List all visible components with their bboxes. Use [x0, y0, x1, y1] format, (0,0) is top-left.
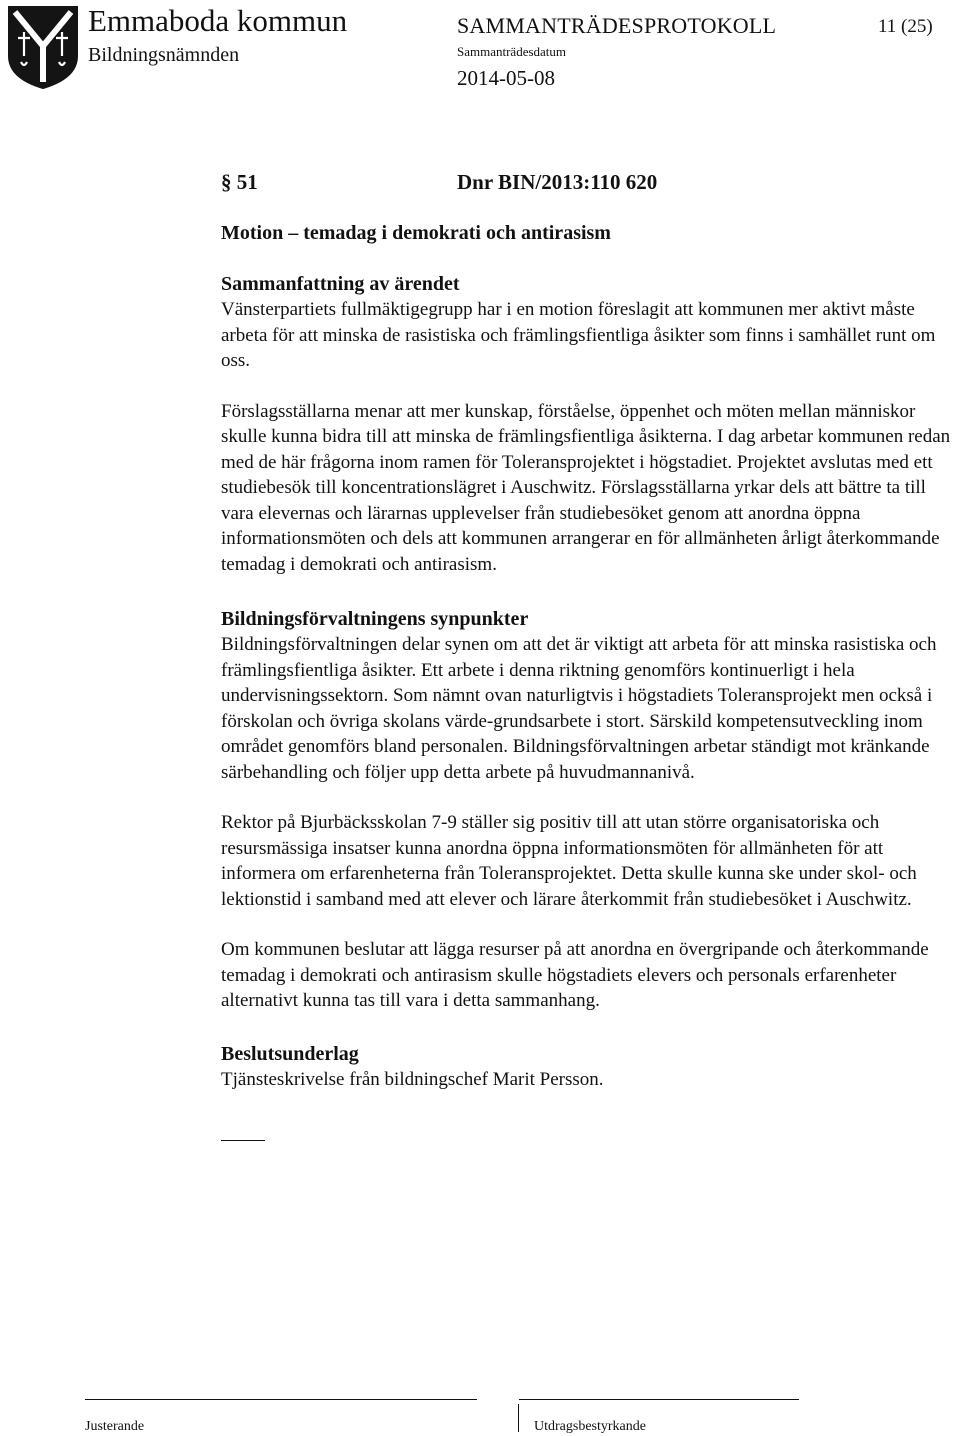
department-name: Bildningsnämnden [88, 44, 240, 66]
viewpoints-paragraph: Om kommunen beslutar att lägga resurser på att anordna en övergripande och återkommande temadag i demokrati och antirasism skulle högstadiets elevers och personals erfarenheter alternativt kunna tas till vara i detta sammanhang. [221, 939, 929, 1011]
decision-basis-heading: Beslutsunderlag [221, 1042, 359, 1065]
viewpoints-paragraph: Bildningsförvaltningen delar synen om att det är viktigt att arbeta för att minska rasistiska och främlingsfientliga åsikter. Ett arbete i denna riktning genomförs kontinuerligt i hela undervisningssektorn. Som nämnt ovan naturligtvis i högstadiets Toleransprojekt men också i förskolan och övriga skolans värde-grundsarbete i stort. Särskild kompetensutveckling inom området genomförs bland personalen. Bildningsförvaltningen arbetar ständigt mot kränkande särbehandling och följer upp detta arbete på huvudmannanivå. [221, 634, 937, 783]
footer-rule-left [85, 1399, 477, 1400]
organization-name: Emmaboda kommun [88, 3, 348, 38]
meeting-date-label: Sammanträdesdatum [457, 44, 567, 59]
justerande-label: Justerande [85, 1419, 145, 1434]
section-heading [221, 168, 956, 196]
municipality-logo [6, 4, 80, 90]
page-number: 11 (25) [878, 16, 933, 37]
summary-heading: Sammanfattning av ärendet [221, 273, 460, 295]
utdragsbestyrkande-label: Utdragsbestyrkande [534, 1419, 646, 1434]
decision-basis-text: Tjänsteskrivelse från bildningschef Marit Persson. [221, 1068, 604, 1090]
paragraph-number: § 51 [221, 170, 258, 194]
case-number: Dnr BIN/2013:110 620 [457, 170, 658, 194]
document-type: SAMMANTRÄDESPROTOKOLL [457, 13, 777, 38]
end-rule [221, 1140, 265, 1141]
document-body [221, 168, 956, 1141]
footer-rule-right [519, 1399, 799, 1400]
viewpoints-paragraph: Rektor på Bjurbäcksskolan 7-9 ställer sig positiv till att utan större organisatoriska och resursmässiga insatser kunna anordna öppna informationsmöten för allmänheten för att informera om erfarenheterna från Toleransprojektet. Detta skulle kunna ske under skol- och lektionstid i samband med att elever och lärare återkommit från studiebesöket i Auschwitz. [221, 812, 917, 910]
meeting-date: 2014-05-08 [457, 66, 555, 90]
viewpoints-heading: Bildningsförvaltningens synpunkter [221, 608, 529, 630]
summary-paragraph: Förslagsställarna menar att mer kunskap, förståelse, öppenhet och möten mellan människor skulle kunna bidra till att minska de främlingsfientliga åsikterna. I dag arbetar kommunen redan med de här frågorna inom ramen för Toleransprojektet i högstadiet. Projektet avslutas med ett studiebesök till koncentrationslägret i Auschwitz. Förslagsställarna yrkar dels att bättre ta till vara elevernas och lärarnas upplevelser från studiebesöket genom att anordna öppna informationsmöten och dels att kommunen arrangerar en för allmänheten årligt återkommande temadag i demokrati och antirasism. [221, 400, 951, 575]
case-title: Motion – temadag i demokrati och antirasism [221, 222, 611, 244]
summary-paragraph: Vänsterpartiets fullmäktigegrupp har i en motion föreslagit att kommunen mer aktivt måste arbeta för att minska de rasistiska och främlingsfientliga åsikter som finns i samhället runt om oss. [221, 299, 936, 371]
footer-divider [518, 1404, 519, 1432]
